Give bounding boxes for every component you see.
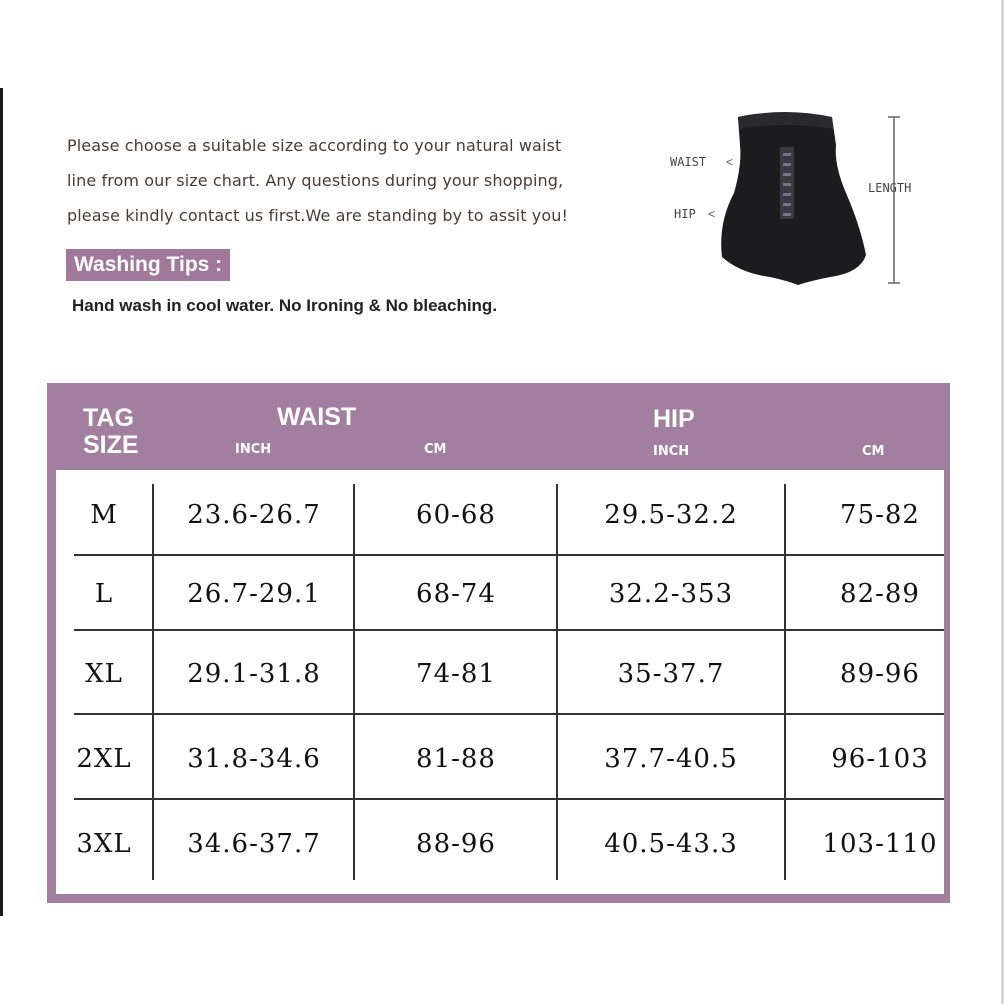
hip-inch-cell: 32.2-353 [608,579,734,609]
hip-cm-cell: 82-89 [840,579,920,609]
length-label: LENGTH [868,181,912,195]
row-divider [74,629,944,631]
waist-header: WAIST [277,403,357,431]
size-advice-text [67,128,627,233]
hip-inch-cell: 35-37.7 [617,659,725,689]
advice-line: please kindly contact us first.We are standing by to assit you! [67,206,568,225]
hip-label: HIP [674,207,696,221]
tag-size-header-line: SIZE [83,431,139,459]
tag-size-header-line: TAG [83,404,134,432]
waist-cm-cell: 81-88 [416,744,496,774]
column-divider [784,484,786,880]
waist-inch-header: INCH [235,442,272,457]
row-divider [74,554,944,556]
hip-header: HIP [653,405,695,433]
hip-inch-header: INCH [653,444,690,459]
hip-inch-cell: 40.5-43.3 [604,829,738,859]
waist-inch-cell: 26.7-29.1 [187,579,321,609]
size-cell: M [90,500,118,530]
hip-cm-header: CM [862,444,885,459]
size-chart-body [56,470,944,894]
washing-tips-label: Washing Tips : [66,249,230,281]
waist-cm-cell: 68-74 [416,579,496,609]
hip-inch-cell: 29.5-32.2 [604,500,738,530]
advice-line: line from our size chart. Any questions during your shopping, [67,171,564,190]
waist-label: WAIST [670,155,707,169]
row-divider [74,713,944,715]
column-divider [152,484,154,880]
waist-inch-cell: 23.6-26.7 [187,500,321,530]
hip-cm-cell: 89-96 [840,659,920,689]
hip-cm-cell: 103-110 [822,829,938,859]
waist-cm-cell: 74-81 [416,659,496,689]
garment-measurement-diagram [660,105,950,305]
size-cell: L [94,579,114,609]
waist-inch-cell: 31.8-34.6 [187,744,321,774]
column-divider [353,484,355,880]
advice-line: Please choose a suitable size according to your natural waist [67,136,562,155]
size-cell: XL [85,659,123,689]
hip-cm-cell: 96-103 [831,744,929,774]
column-divider [556,484,558,880]
hip-inch-cell: 37.7-40.5 [604,744,738,774]
waist-cm-header: CM [424,442,447,457]
hip-cm-cell: 75-82 [840,500,920,530]
hip-arrow-icon: < [708,207,716,221]
waist-arrow-icon: < [726,155,734,169]
waist-cm-cell: 60-68 [416,500,496,530]
tag-size-header [83,405,139,459]
shapewear-illustration [660,105,950,305]
waist-inch-cell: 29.1-31.8 [187,659,321,689]
washing-tips-text: Hand wash in cool water. No Ironing & No bleaching. [72,296,498,315]
size-cell: 3XL [76,829,132,859]
waist-cm-cell: 88-96 [416,829,496,859]
waist-inch-cell: 34.6-37.7 [187,829,321,859]
row-divider [74,798,944,800]
size-cell: 2XL [76,744,132,774]
left-edge-bar [0,88,3,916]
